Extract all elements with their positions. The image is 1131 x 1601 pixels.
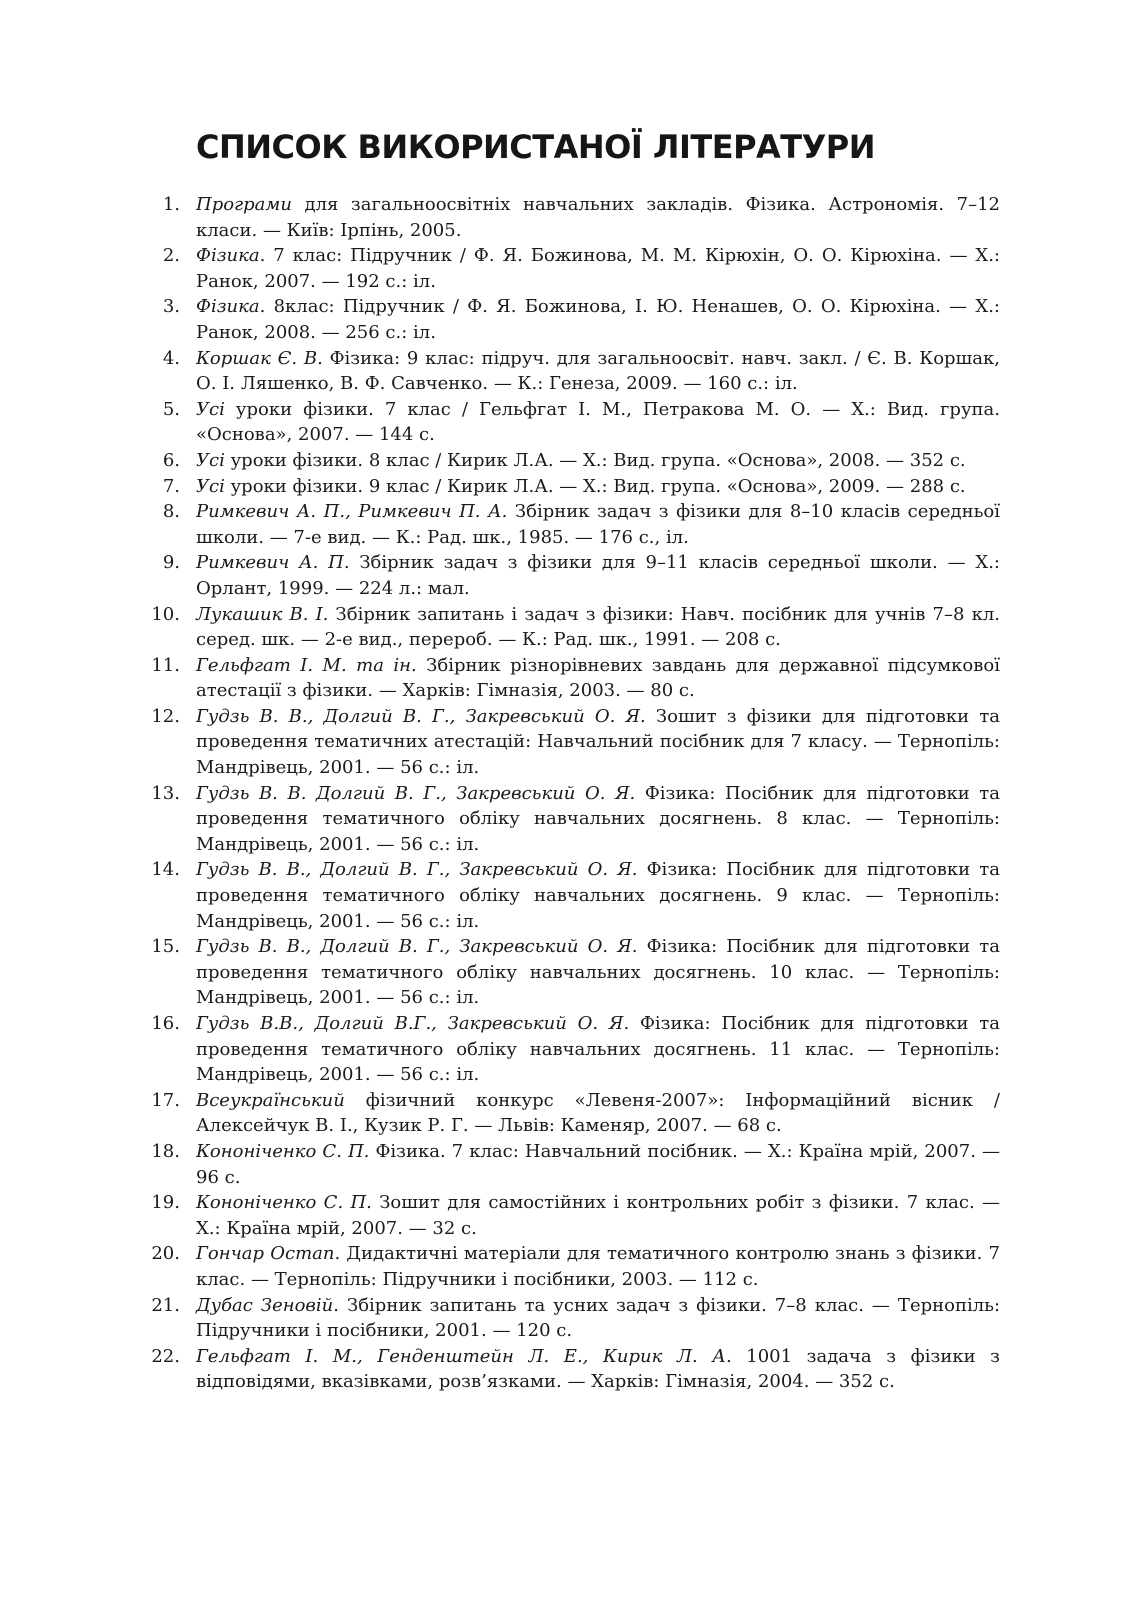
reference-item	[0, 781, 1000, 858]
reference-item	[0, 192, 1000, 243]
reference-author: Програми	[196, 194, 292, 215]
reference-text: . Дидактичні матеріали для тематичного контролю знань з фізики. 7 клас. — Тернопіль: Підручники і посібники, 2003. — 112 с.	[196, 1243, 1001, 1290]
reference-text: Фізика: Посібник для підготовки та проведення тематичного обліку навчальних досягнень. 9 клас. — Тернопіль: Мандрівець, 2001. — 56 с.: іл.	[196, 859, 1000, 932]
reference-item	[0, 550, 1000, 601]
reference-number: 5.	[162, 398, 180, 420]
reference-author: Дубас Зеновій	[196, 1294, 334, 1316]
reference-author: Гудзь В. В. Долгий В. Г., Закревський О. Я.	[196, 782, 636, 804]
reference-author: Усі	[196, 398, 225, 420]
reference-author: Фізика	[196, 296, 260, 318]
reference-item	[0, 397, 1000, 448]
reference-item	[0, 1241, 1000, 1292]
reference-author: Гончар Остап	[196, 1243, 335, 1265]
reference-item	[0, 474, 1000, 500]
reference-list	[0, 192, 1131, 1395]
reference-number: 6.	[162, 449, 180, 471]
reference-text: фізичний конкурс «Левеня-2007»: Інформаційний вісник / Алексейчук В. І., Кузик Р. Г. — Львів: Каменяр, 2007. — 68 с.	[196, 1089, 1000, 1137]
reference-author: Кононіченко С. П.	[196, 1140, 370, 1162]
reference-text: уроки фізики. 7 клас / Гельфгат І. М., Петракова М. О. — Х.: Вид. група. «Основа», 2007. — 144 с.	[196, 398, 1000, 446]
reference-item	[0, 857, 1000, 934]
reference-number: 2.	[162, 245, 180, 267]
reference-item	[0, 1088, 1000, 1139]
reference-number: 10.	[151, 603, 180, 625]
reference-text: Збірник запитань і задач з фізики: Навч. посібник для учнів 7–8 кл. серед. шк. — 2-е вид., перероб. — К.: Рад. шк., 1991. — 208 с.	[196, 603, 1001, 651]
reference-item	[0, 499, 1000, 550]
reference-author: Лукашик В. І.	[196, 603, 329, 625]
reference-author: Усі	[196, 449, 225, 471]
reference-text: Збірник задач з фізики для 9–11 класів середньої школи. — Х.: Орлант, 1999. — 224 л.: мал.	[196, 552, 1000, 599]
reference-text: Фізика: Посібник для підготовки та проведення тематичного обліку навчальних досягнень. 8 клас. — Тернопіль: Мандрівець, 2001. — 56 с.: іл.	[196, 782, 1000, 855]
reference-text: 1001 задача з фізики з відповідями, вказівками, розв’язками. — Харків: Гімназія, 2004. — 352 с.	[196, 1345, 1000, 1393]
reference-text: уроки фізики. 9 клас / Кирик Л.А. — Х.: Вид. група. «Основа», 2009. — 288 с.	[224, 475, 966, 497]
reference-text: Фізика: Посібник для підготовки та проведення тематичного обліку навчальних досягнень. 11 клас. — Тернопіль: Мандрівець, 2001. — 56 с.: іл.	[196, 1013, 1000, 1086]
reference-number: 8.	[162, 501, 180, 523]
reference-number: 15.	[151, 936, 180, 958]
reference-number: 16.	[151, 1013, 180, 1034]
reference-author: Гельфгат І. М. та ін.	[196, 654, 417, 676]
reference-number: 4.	[162, 347, 180, 369]
reference-author: Гудзь В.В., Долгий В.Г., Закревський О. Я.	[196, 1013, 630, 1034]
reference-author: Коршак Є. В.	[196, 347, 323, 369]
reference-number: 17.	[151, 1089, 180, 1111]
reference-author: Усі	[196, 475, 225, 497]
reference-author: Гудзь В. В., Долгий В. Г., Закревський О. Я.	[196, 705, 646, 727]
reference-author: Римкевич А. П.	[196, 552, 350, 574]
reference-author: Гудзь В. В., Долгий В. Г., Закревський О. Я.	[196, 936, 638, 958]
reference-number: 11.	[151, 654, 180, 676]
page-title: СПИСОК ВИКОРИСТАНОЇ ЛІТЕРАТУРИ	[196, 128, 876, 166]
reference-text: Фізика: 9 клас: підруч. для загальноосвіт. навч. закл. / Є. В. Коршак, О. І. Ляшенко, В. Ф. Савченко. — К.: Генеза, 2009. — 160 с.: іл.	[196, 347, 1000, 395]
reference-item	[0, 243, 1000, 294]
reference-text: Фізика: Посібник для підготовки та проведення тематичного обліку навчальних досягнень. 10 клас. — Тернопіль: Мандрівець, 2001. — 56 с.: іл.	[196, 936, 1000, 1009]
reference-text: Збірник різнорівневих завдань для державної підсумкової атестації з фізики. — Харків: Гімназія, 2003. — 80 с.	[196, 654, 1000, 702]
reference-author: Гудзь В. В., Долгий В. Г., Закревський О. Я.	[196, 859, 638, 881]
reference-number: 19.	[151, 1192, 180, 1214]
reference-item	[0, 1011, 1000, 1088]
reference-text: уроки фізики. 8 клас / Кирик Л.А. — Х.: Вид. група. «Основа», 2008. — 352 с.	[224, 449, 966, 471]
reference-text: . 7 клас: Підручник / Ф. Я. Божинова, М. М. Кірюхін, О. О. Кірюхіна. — Х.: Ранок, 2007. — 192 с.: іл.	[196, 245, 1000, 292]
reference-number: 20.	[151, 1243, 180, 1265]
reference-text: Фізика. 7 клас: Навчальний посібник. — Х.: Країна мрій, 2007. — 96 с.	[196, 1140, 1000, 1188]
reference-number: 1.	[162, 194, 180, 215]
reference-text: для загальноосвітніх навчальних закладів. Фізика. Астрономія. 7–12 класи. — Київ: Ірпінь, 2005.	[196, 194, 1000, 241]
reference-author: Фізика	[196, 245, 260, 267]
reference-text: Зошит з фізики для підготовки та проведення тематичних атестацій: Навчальний посібник для 7 класу. — Тернопіль: Мандрівець, 2001. — 56 с.: іл.	[196, 705, 1001, 779]
reference-text: Зошит для самостійних і контрольних робіт з фізики. 7 клас. — Х.: Країна мрій, 2007. — 32 с.	[196, 1192, 1000, 1239]
reference-author: Всеукраїнський	[196, 1089, 345, 1111]
reference-item	[0, 294, 1000, 345]
reference-item	[0, 1293, 1000, 1344]
reference-author: Кононіченко С. П.	[196, 1192, 372, 1214]
reference-number: 12.	[151, 705, 180, 727]
reference-text: . Збірник запитань та усних задач з фізики. 7–8 клас. — Тернопіль: Підручники і посібники, 2001. — 120 с.	[196, 1294, 1001, 1342]
reference-number: 22.	[151, 1345, 180, 1367]
reference-item	[0, 1139, 1000, 1190]
reference-item	[0, 1344, 1000, 1395]
reference-item	[0, 934, 1000, 1011]
reference-author: Римкевич А. П., Римкевич П. А.	[196, 501, 508, 523]
reference-author: Гельфгат І. М., Генденштейн Л. Е., Кирик Л. А.	[196, 1345, 732, 1367]
reference-item	[0, 704, 1000, 781]
reference-item	[0, 602, 1000, 653]
reference-number: 3.	[162, 296, 180, 318]
reference-item	[0, 1190, 1000, 1241]
reference-text: . 8клас: Підручник / Ф. Я. Божинова, І. Ю. Ненашев, О. О. Кірюхіна. — Х.: Ранок, 2008. — 256 с.: іл.	[196, 296, 1000, 343]
reference-number: 9.	[162, 552, 180, 574]
reference-number: 7.	[162, 475, 180, 497]
reference-number: 21.	[151, 1294, 180, 1316]
reference-number: 14.	[151, 859, 180, 881]
reference-item	[0, 448, 1000, 474]
reference-item	[0, 653, 1000, 704]
reference-item	[0, 346, 1000, 397]
reference-number: 13.	[151, 782, 180, 804]
reference-number: 18.	[151, 1140, 180, 1162]
reference-text: Збірник задач з фізики для 8–10 класів середньої школи. — 7-е вид. — К.: Рад. шк., 1985. — 176 с., іл.	[196, 501, 1000, 548]
